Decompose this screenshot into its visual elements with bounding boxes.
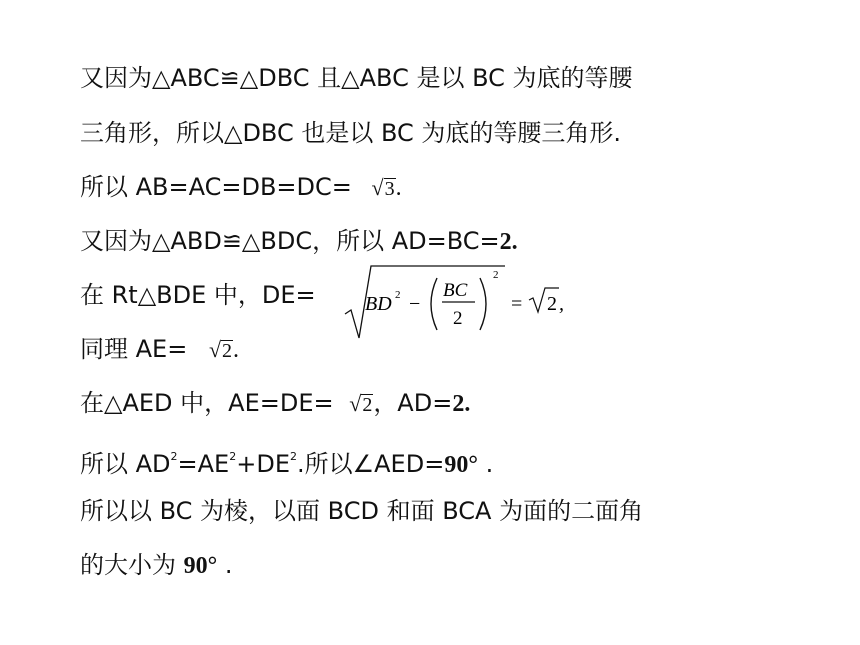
line-8: 所以 $AD^2=AE^2+DE^2$.所以∠AED=90° . xyxy=(80,450,494,478)
line-2: 三角形，所以△DBC 也是以 BC 为底的等腰三角形. xyxy=(80,119,622,147)
line-3-text: 所以 AB=AC=DB=DC= xyxy=(80,173,352,201)
line-4: 又因为△ABD≌△BDC，所以 AD=BC=2. xyxy=(80,227,518,255)
paren-exponent: 2 xyxy=(493,269,499,281)
sqrt-3: √3 xyxy=(371,175,395,200)
line-1: 又因为△ABC≌△DBC 且△ABC 是以 BC 为底的等腰 xyxy=(80,64,633,92)
bd-exponent: 2 xyxy=(395,289,401,301)
left-paren xyxy=(431,278,437,330)
fraction-numerator: BC xyxy=(443,280,468,301)
comma: , xyxy=(559,293,564,315)
fraction-denominator: 2 xyxy=(453,308,463,329)
radical-sign-icon: √ xyxy=(371,175,384,200)
bd-term: BD xyxy=(365,293,392,315)
line-10: 的大小为 90° . xyxy=(80,551,233,579)
line-7: 在△AED 中，AE=DE= √2，AD=2. xyxy=(80,388,470,420)
line-9: 所以以 BC 为棱，以面 BCD 和面 BCA 为面的二面角 xyxy=(80,497,644,525)
sqrt-2: √2 xyxy=(349,391,373,416)
right-paren xyxy=(480,278,486,330)
radicand: 2 xyxy=(547,293,557,315)
radical-sign-icon: √ xyxy=(208,337,222,362)
radical-sign-icon: √ xyxy=(349,391,362,416)
sqrt-2: √2 xyxy=(208,337,233,362)
de-formula xyxy=(343,264,583,342)
line-5: 在 Rt△BDE 中，DE= xyxy=(80,281,316,309)
line-3: 所以 AB=AC=DB=DC= √3. xyxy=(80,172,402,204)
equals-sign: = xyxy=(511,293,523,315)
minus-sign: − xyxy=(409,293,421,315)
line-6: 同理 AE= √2. xyxy=(80,334,239,366)
